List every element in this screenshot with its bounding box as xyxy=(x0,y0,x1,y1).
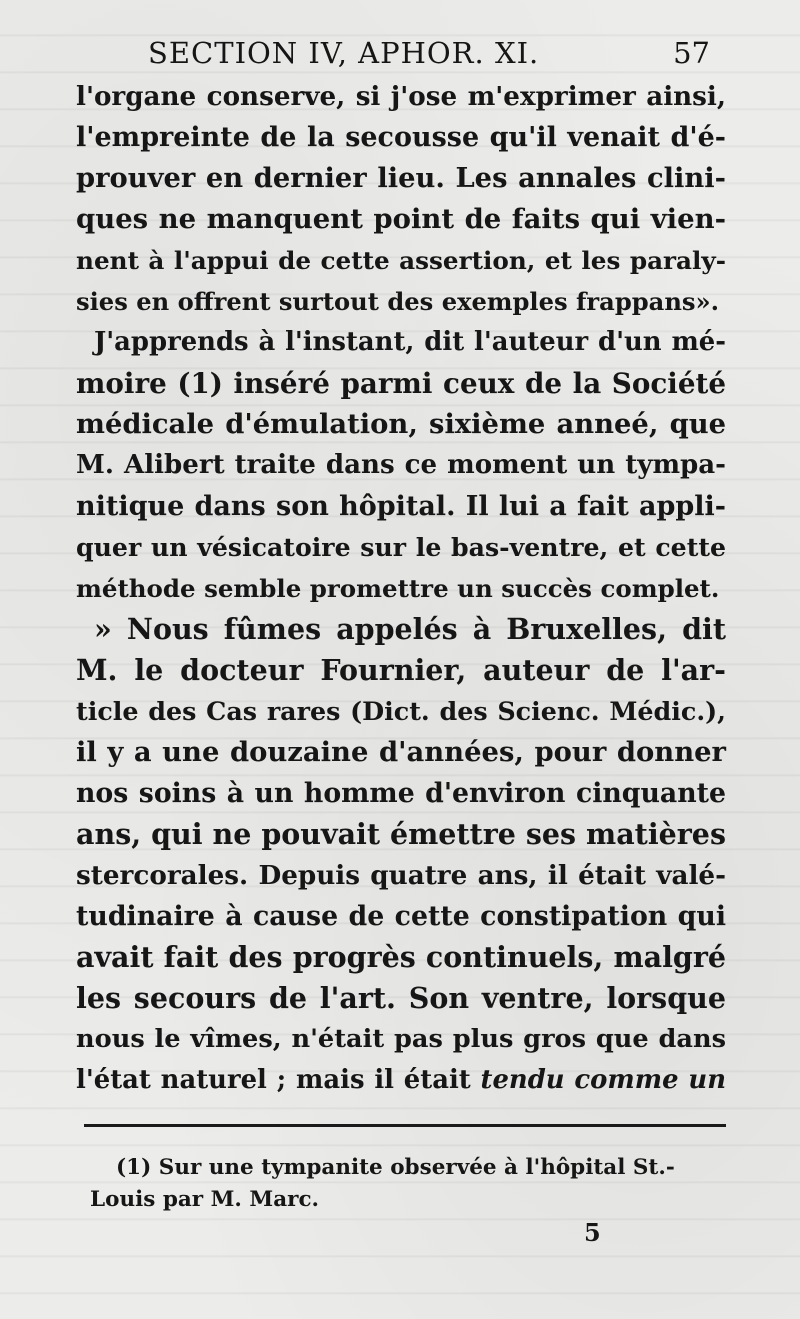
text-line: stercorales. Depuis quatre ans, il était valé- xyxy=(76,860,726,891)
text-line: ques ne manquent point de faits qui vien- xyxy=(76,203,726,235)
text-line: il y a une douzaine d'années, pour donner xyxy=(76,736,726,768)
text-line: J'apprends à l'instant, dit l'auteur d'un mé- xyxy=(94,327,726,357)
text-line: tudinaire à cause de cette constipation qui xyxy=(76,901,726,932)
text-line: nous le vîmes, n'était pas plus gros que dans xyxy=(76,1024,726,1054)
body-text xyxy=(76,76,726,1101)
text-line: médicale d'émulation, sixième anneé, que xyxy=(76,408,726,440)
text-line: nos soins à un homme d'environ cinquante xyxy=(76,778,726,809)
text-line: quer un vésicatoire sur le bas-ventre, et cette xyxy=(76,532,726,562)
footnote-rule xyxy=(84,1124,726,1127)
text-line: nitique dans son hôpital. Il lui a fait appli- xyxy=(76,491,726,522)
text-line: l'empreinte de la secousse qu'il venait d'é- xyxy=(76,122,726,153)
signature-mark: 5 xyxy=(584,1218,601,1247)
text-line: prouver en dernier lieu. Les annales clini- xyxy=(76,162,726,194)
text-line: M. Alibert traite dans ce moment un tympa- xyxy=(76,450,726,480)
text-line: sies en offrent surtout des exemples frappans». xyxy=(76,287,720,316)
footnote-line: (1) Sur une tympanite observée à l'hôpital St.- xyxy=(116,1155,675,1180)
footnote-line: Louis par M. Marc. xyxy=(90,1187,320,1212)
text-line: moire (1) inséré parmi ceux de la Société xyxy=(76,367,726,400)
text-line: ans, qui ne pouvait émettre ses matières xyxy=(76,817,726,851)
footnote xyxy=(90,1152,730,1216)
text-line: nent à l'appui de cette assertion, et les paraly- xyxy=(76,246,726,275)
text-line: les secours de l'art. Son ventre, lorsque xyxy=(76,981,726,1015)
text-line: méthode semble promettre un succès complet. xyxy=(76,574,720,603)
text-line: ticle des Cas rares (Dict. des Scienc. Médic.), xyxy=(76,696,726,726)
text-line: l'organe conserve, si j'ose m'exprimer ainsi, xyxy=(76,81,726,112)
running-head: SECTION IV, APHOR. XI. xyxy=(148,36,540,70)
text-line: l'état naturel ; mais il était tendu comme un xyxy=(76,1065,727,1095)
page-number: 57 xyxy=(673,36,710,70)
text-line: M. le docteur Fournier, auteur de l'ar- xyxy=(76,653,726,687)
text-line: » Nous fûmes appelés à Bruxelles, dit xyxy=(94,612,726,646)
page-header xyxy=(80,32,720,82)
text-line: avait fait des progrès continuels, malgré xyxy=(76,940,726,974)
italic-phrase: tendu comme un xyxy=(480,1065,727,1095)
